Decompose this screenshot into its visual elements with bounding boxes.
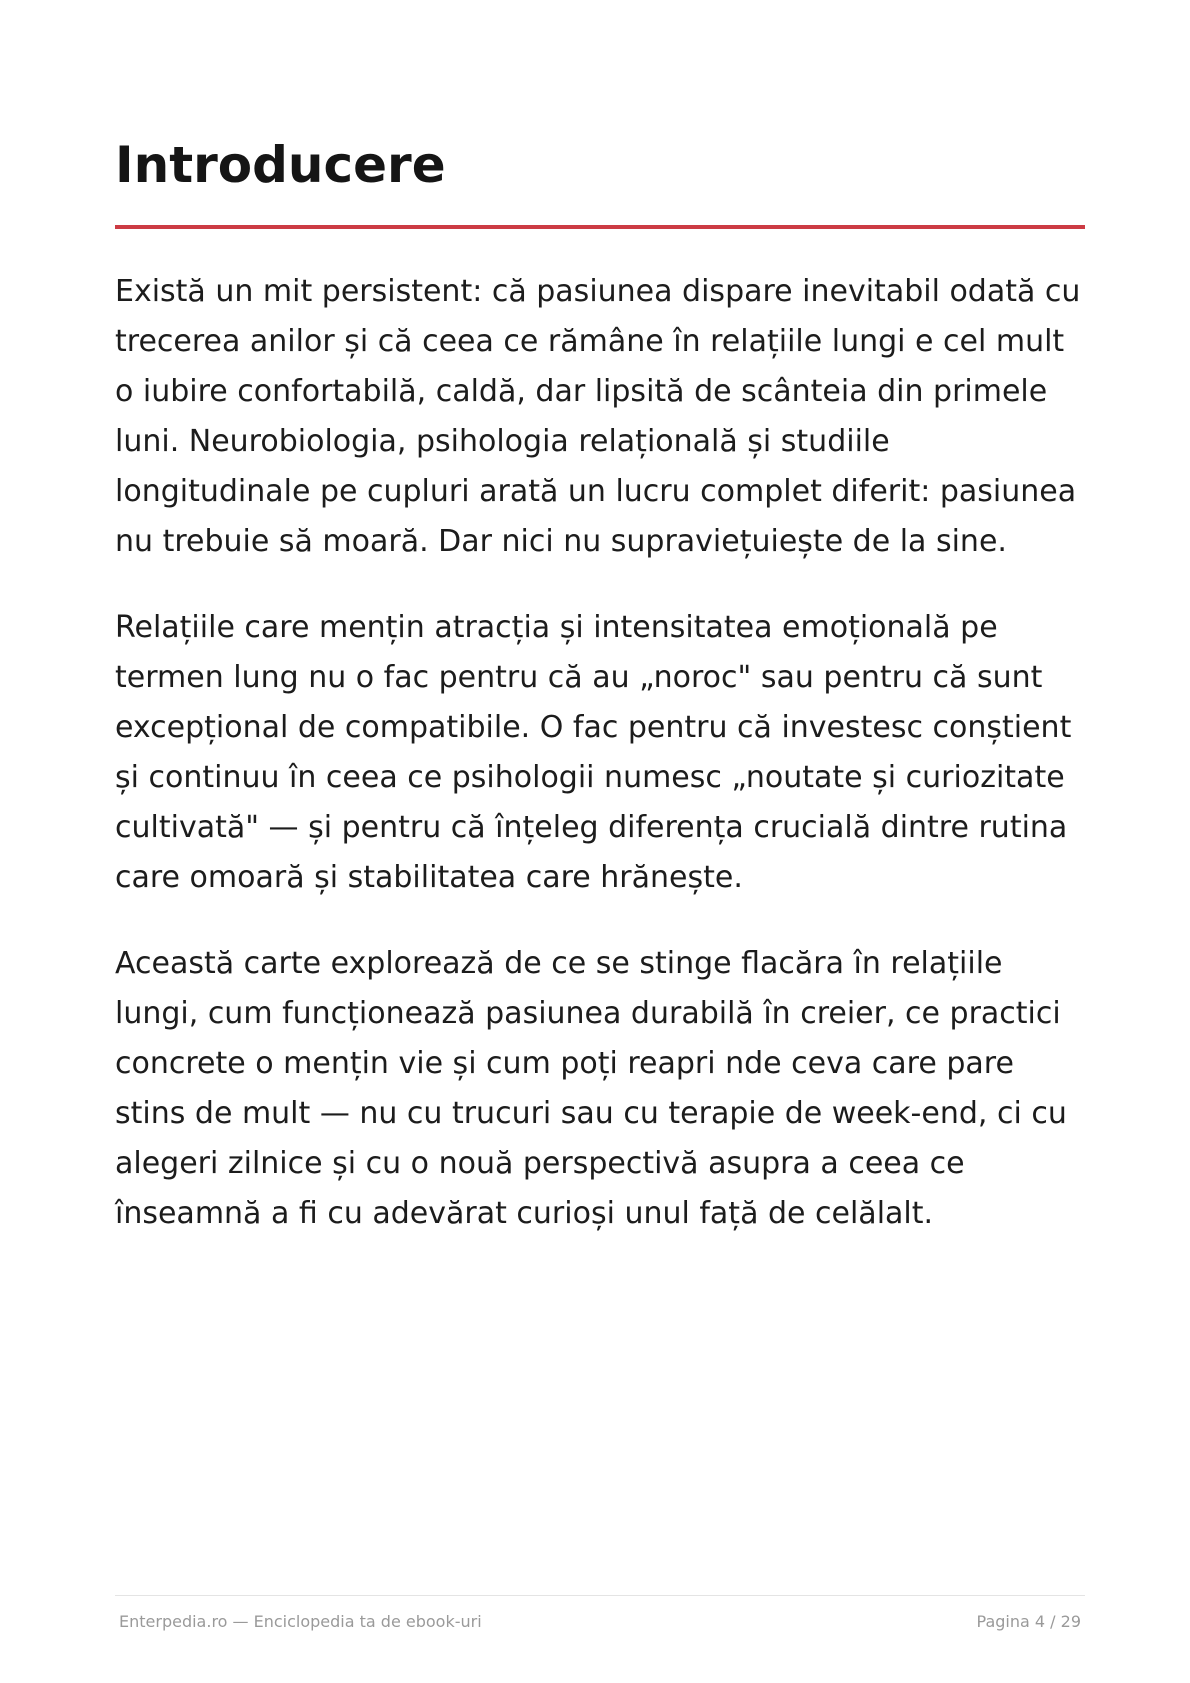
chapter-title: Introducere <box>115 136 446 194</box>
paragraph: Această carte explorează de ce se stinge flacăra în relațiile lungi, cum funcționează pasiunea durabilă în creier, ce practici concrete o mențin vie și cum poți reapri nde ceva care pare stins de mult — nu cu trucuri sau cu terapie de week-end, ci cu alegeri zilnice și cu o nouă perspectivă asupra a ceea ce înseamnă a fi cu adevărat curioși unul față de celălalt. <box>115 946 1067 1231</box>
footer-divider <box>115 1595 1085 1596</box>
title-underline <box>115 225 1085 229</box>
footer-site-name: Enterpedia.ro — Enciclopedia ta de ebook-uri <box>119 1612 482 1631</box>
paragraph: Relațiile care mențin atracția și intensitatea emoțională pe termen lung nu o fac pentru că au „noroc" sau pentru că sunt excepțional de compatibile. O fac pentru că investesc conștient și continuu în ceea ce psihologii numesc „noutate și curiozitate cultivată" — și pentru că înțeleg diferența crucială dintre rutina care omoară și stabilitatea care hrănește. <box>115 610 1072 895</box>
paragraph: Există un mit persistent: că pasiunea dispare inevitabil odată cu trecerea anilor și că ceea ce rămâne în relațiile lungi e cel mult o iubire confortabilă, caldă, dar lipsită de scânteia din primele luni. Neurobiologia, psihologia relațională și studiile longitudinale pe cupluri arată un lucru complet diferit: pasiunea nu trebuie să moară. Dar nici nu supraviețuiește de la sine. <box>115 274 1081 559</box>
document-page <box>115 0 1085 1683</box>
page-number: Pagina 4 / 29 <box>976 1612 1081 1631</box>
chapter-body <box>115 267 1090 1275</box>
